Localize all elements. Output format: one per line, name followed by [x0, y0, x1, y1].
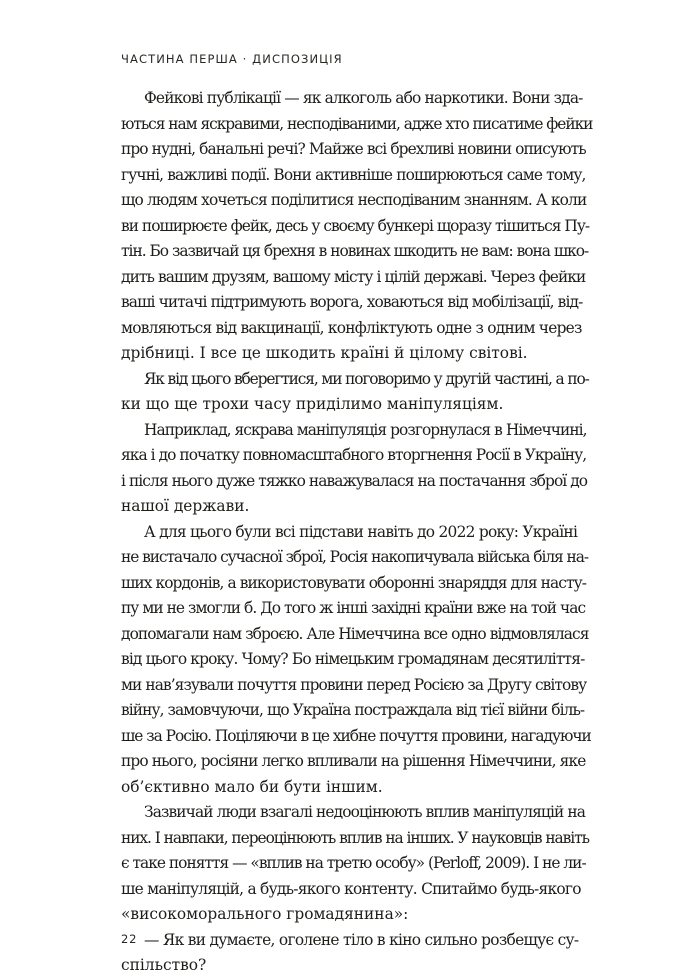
text-line: А для цього були всі підстави навіть до 2022 року: Україні	[144, 522, 578, 541]
text-line: дрібниці. І все це шкодить країні й цілому світові.	[121, 344, 528, 362]
text-line: них. І навпаки, переоцінюють вплив на інших. У науковців навіть	[121, 828, 589, 847]
text-line: ше маніпуляцій, а будь-якого контенту. Спитаймо будь-якого	[121, 879, 581, 898]
text-line: тін. Бо зазвичай ця брехня в новинах шкодить не вам: вона шко-	[121, 242, 589, 260]
text-line: про нього, росіяни легко впливали на рішення Німеччини, яке	[121, 752, 586, 770]
text-line: спільство?	[121, 956, 207, 974]
paragraph	[121, 418, 588, 520]
text-line: ше за Росію. Поціляючи в це хибне почуття провини, нагадуючи	[121, 726, 591, 745]
text-line: ми нав’язували почуття провини перед Росією за Другу світову	[121, 675, 587, 694]
text-line: об’єктивно мало би бути іншим.	[121, 777, 383, 796]
text-line: допомагали нам зброєю. Але Німеччина все одно відмовлялася	[121, 624, 589, 643]
text-line: «високоморального громадянина»:	[121, 905, 409, 923]
text-line: від цього кроку. Чому? Бо німецьким громадянам десятиліття-	[121, 650, 585, 668]
text-line: пу ми не змогли б. До того ж інші західні країни вже на той час	[121, 599, 586, 617]
paragraph	[121, 520, 591, 801]
text-line: дить вашим друзям, вашому місту і цілій державі. Через фейки	[121, 267, 586, 286]
text-line: мовляються від вакцинації, конфліктують одне з одним через	[121, 318, 582, 337]
text-line: Зазвичай люди взагалі недооцінюють вплив маніпуляцій на	[144, 803, 586, 821]
text-line: що людям хочеться поділитися несподіваним знанням. А коли	[121, 191, 587, 209]
text-line: війну, замовчуючи, що Україна постраждала від тієї війни біль-	[121, 701, 585, 719]
page-number: 22	[121, 932, 138, 946]
paragraph	[121, 86, 593, 367]
running-head: ЧАСТИНА ПЕРША · ДИСПОЗИЦІЯ	[121, 52, 343, 66]
text-line: ються нам яскравими, несподіваними, адже хто писатиме фейки	[121, 114, 593, 133]
text-line: ваші читачі підтримують ворога, ховаються від мобілізації, від-	[121, 293, 583, 311]
text-line: — Як ви думаєте, оголене тіло в кіно сильно розбещує су-	[144, 930, 579, 949]
text-line: яка і до початку повномасштабного вторгнення Росії в Україну,	[121, 446, 587, 464]
text-line: нашої держави.	[121, 497, 250, 515]
text-line: ки що ще трохи часу приділимо маніпуляціям.	[121, 395, 504, 413]
text-line: і після нього дуже тяжко наважувалася на постачання зброї до	[121, 471, 588, 490]
paragraph	[121, 928, 579, 979]
paragraph	[121, 800, 589, 928]
text-line: є таке поняття — «вплив на третю особу» (Perloff, 2009). І не ли-	[121, 854, 586, 872]
text-line: гучні, важливі події. Вони активніше поширюються саме тому,	[121, 165, 586, 184]
text-line: про нудні, банальні речі? Майже всі брехливі новини описують	[121, 140, 586, 158]
paragraph	[121, 367, 589, 418]
text-line: ви поширюєте фейк, десь у своєму бункері щоразу тішиться Пу-	[121, 216, 590, 235]
body-text	[121, 86, 593, 979]
text-line: Як від цього вберегтися, ми поговоримо у другій частині, а по-	[144, 369, 589, 388]
text-line: ших кордонів, а використовувати оборонні знаряддя для насту-	[121, 573, 587, 592]
text-line: Наприклад, яскрава маніпуляція розгорнулася в Німеччині,	[144, 420, 587, 439]
text-line: не вистачало сучасної зброї, Росія накопичувала війська біля на-	[121, 548, 589, 566]
text-line: Фейкові публікації — як алкоголь або наркотики. Вони зда-	[144, 89, 583, 107]
